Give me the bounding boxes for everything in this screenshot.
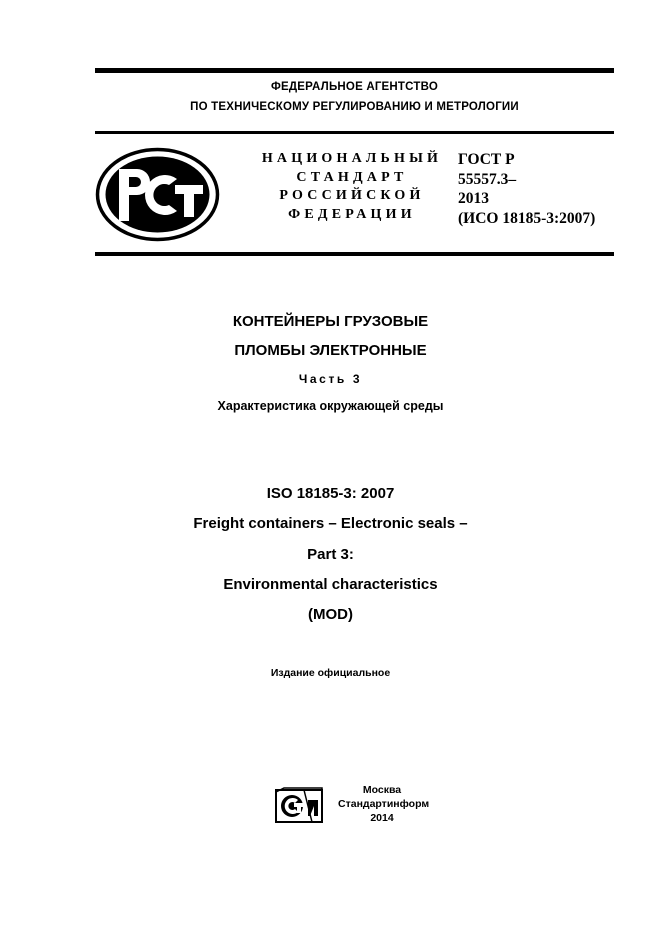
top-rule <box>95 68 614 73</box>
publisher-city: Москва <box>362 784 402 796</box>
publisher-block <box>338 783 430 825</box>
designation-line-3: 2013 <box>458 190 489 207</box>
title-en-part: Part 3: <box>307 546 354 563</box>
title-en-line-2: Environmental characteristics <box>223 576 438 593</box>
title-ru-subtitle: Характеристика окружающей среды <box>217 399 444 413</box>
agency-line-1: ФЕДЕРАЛЬНОЕ АГЕНТСТВО <box>271 81 438 93</box>
rst-logo-icon <box>95 147 220 242</box>
standartinform-logo-icon <box>274 786 324 824</box>
designation-line-2: 55557.3– <box>458 170 517 188</box>
title-en-line-1: Freight containers – Electronic seals – <box>193 515 468 532</box>
national-standard-text <box>252 150 452 224</box>
title-ru-line-2: ПЛОМБЫ ЭЛЕКТРОННЫЕ <box>234 342 427 359</box>
title-en-code: ISO 18185-3: 2007 <box>266 485 395 502</box>
title-ru-line-1: КОНТЕЙНЕРЫ ГРУЗОВЫЕ <box>232 313 429 330</box>
edition-label: Издание официальное <box>270 667 391 679</box>
publisher-year: 2014 <box>370 812 394 824</box>
title-ru-part: Часть 3 <box>298 372 363 386</box>
standard-designation <box>458 150 628 228</box>
agency-rule <box>95 131 614 134</box>
designation-line-1: ГОСТ Р <box>458 151 515 168</box>
designation-line-4: (ИСО 18185-3:2007) <box>458 209 596 227</box>
national-standard-line-3: РОССИЙСКОЙ <box>279 188 425 203</box>
national-standard-line-1: НАЦИОНАЛЬНЫЙ <box>261 151 443 166</box>
national-standard-line-2: СТАНДАРТ <box>296 169 408 185</box>
publisher-name: Стандартинформ <box>338 798 430 810</box>
title-en-mod: (MOD) <box>308 606 353 623</box>
national-standard-line-4: ФЕДЕРАЦИИ <box>288 206 416 222</box>
standard-block-rule <box>95 252 614 256</box>
agency-line-2: ПО ТЕХНИЧЕСКОМУ РЕГУЛИРОВАНИЮ И МЕТРОЛОГИИ <box>190 101 519 113</box>
